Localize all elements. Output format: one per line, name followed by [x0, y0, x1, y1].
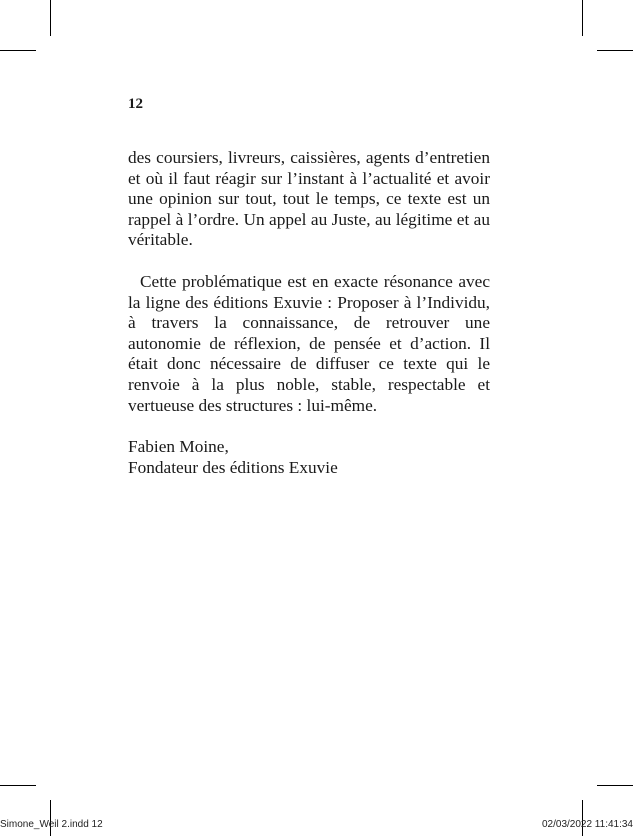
- crop-mark-bottom-right-h: [597, 785, 633, 786]
- signature-title: Fondateur des éditions Exuvie: [128, 457, 338, 477]
- crop-mark-top-left-h: [0, 50, 36, 51]
- slug-filename: Simone_Weil 2.indd 12: [0, 819, 103, 830]
- signature: [128, 437, 490, 478]
- body-text: [128, 148, 490, 478]
- slug-timestamp: 02/03/2022 11:41:34: [541, 819, 633, 830]
- paragraph-2: Cette problématique est en exacte résonance avec la ligne des éditions Exuvie : Proposer à l’Individu, à travers la connaissance, de retrouver une autonomie de réflexion, de pensée et d’action. Il était donc nécessaire de diffuser ce texte qui le renvoie à la plus noble, stable, respectable et vertueuse des structures : lui-même.: [128, 271, 490, 415]
- page-number: 12: [128, 96, 143, 112]
- crop-mark-top-left: [50, 0, 51, 36]
- crop-mark-bottom-left: [50, 800, 51, 836]
- crop-mark-bottom-right: [582, 800, 583, 836]
- crop-mark-top-right: [582, 0, 583, 36]
- crop-mark-top-right-h: [597, 50, 633, 51]
- crop-mark-bottom-left-h: [0, 785, 36, 786]
- signature-name: Fabien Moine,: [128, 437, 229, 457]
- paragraph-1: des coursiers, livreurs, caissières, agents d’entretien et où il faut réagir sur l’instant à l’actualité et avoir une opinion sur tout, tout le temps, ce texte est un rappel à l’ordre. Un appel au Juste, au légitime et au véritable.: [128, 148, 490, 250]
